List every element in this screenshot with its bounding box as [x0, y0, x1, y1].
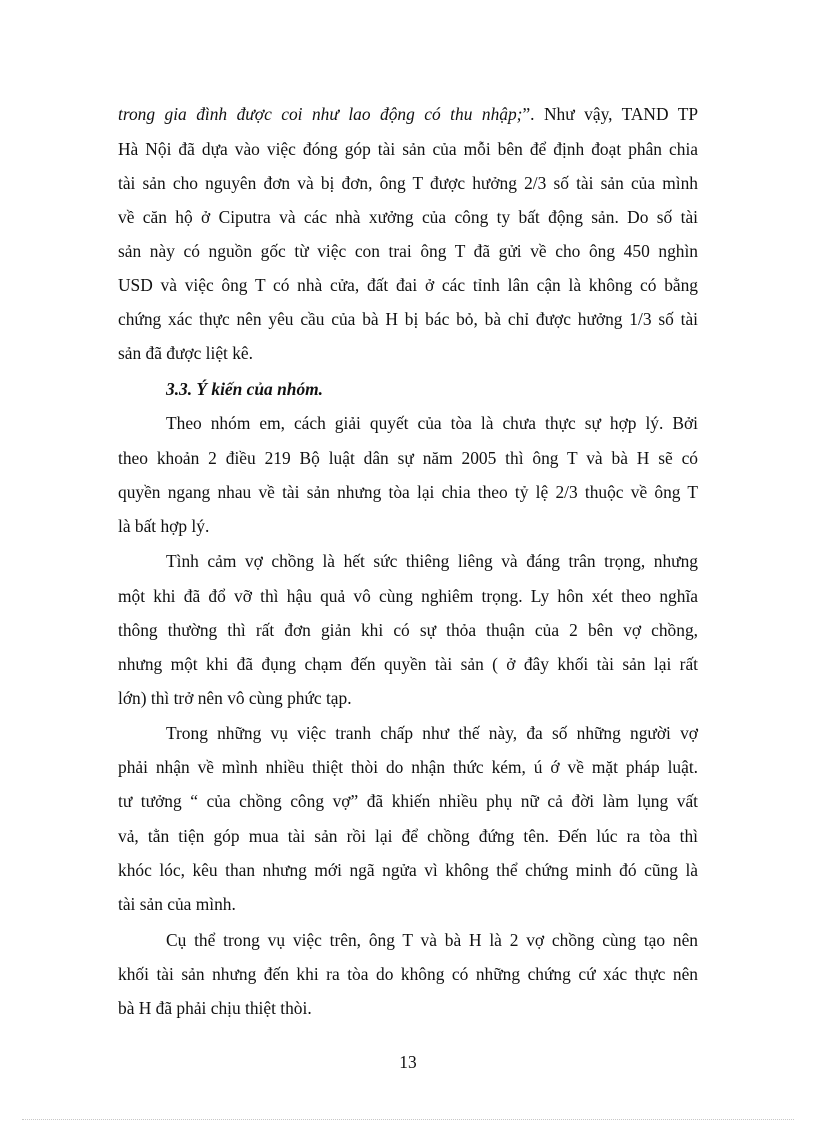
paragraph-4-line-4: vả, tằn tiện góp mua tài sản rồi lại để chồng đứng tên. Đến lúc ra tòa thì [118, 826, 698, 846]
paragraph-5-line-1: Cụ thể trong vụ việc trên, ông T và bà H là 2 vợ chồng cùng tạo nên [166, 930, 698, 950]
paragraph-1-line-7: chứng xác thực nên yêu cầu của bà H bị bác bỏ, bà chỉ được hưởng 1/3 số tài [118, 309, 698, 329]
paragraph-1-line-1 [118, 104, 698, 124]
paragraph-3-line-3: thông thường thì rất đơn giản khi có sự thỏa thuận của 2 bên vợ chồng, [118, 620, 698, 640]
paragraph-5-line-3: bà H đã phải chịu thiệt thòi. [118, 998, 312, 1018]
paragraph-1-line-6: USD và việc ông T có nhà cửa, đất đai ở các tỉnh lân cận là không có bằng [118, 275, 698, 295]
paragraph-3-line-5: lớn) thì trở nên vô cùng phức tạp. [118, 688, 352, 708]
paragraph-3-line-4: nhưng một khi đã đụng chạm đến quyền tài sản ( ở đây khối tài sản lại rất [118, 654, 698, 674]
paragraph-1-line-2: Hà Nội đã dựa vào việc đóng góp tài sản của mỗi bên để định đoạt phân chia [118, 139, 698, 159]
page-number: 13 [399, 1052, 417, 1072]
line-rest: ”. Như vậy, TAND TP [522, 104, 698, 124]
page-bottom-divider [22, 1119, 794, 1120]
paragraph-3-line-2: một khi đã đổ vỡ thì hậu quả vô cùng nghiêm trọng. Ly hôn xét theo nghĩa [118, 586, 698, 606]
paragraph-4-line-1: Trong những vụ việc tranh chấp như thế này, đa số những người vợ [166, 723, 698, 743]
paragraph-2-line-3: quyền ngang nhau về tài sản nhưng tòa lại chia theo tỷ lệ 2/3 thuộc về ông T [118, 482, 698, 502]
paragraph-1-line-4: về căn hộ ở Ciputra và các nhà xưởng của công ty bất động sản. Do số tài [118, 207, 698, 227]
paragraph-4-line-2: phải nhận về mình nhiều thiệt thòi do nhận thức kém, ú ớ về mặt pháp luật. [118, 757, 698, 777]
italic-quote: trong gia đình được coi như lao động có thu nhập; [118, 104, 523, 124]
paragraph-4-line-6: tài sản của mình. [118, 894, 236, 914]
paragraph-4-line-5: khóc lóc, kêu than nhưng mới ngã ngửa vì không thể chứng minh đó cũng là [118, 860, 698, 880]
paragraph-5-line-2: khối tài sản nhưng đến khi ra tòa do không có những chứng cứ xác thực nên [118, 964, 698, 984]
paragraph-1-line-5: sản này có nguồn gốc từ việc con trai ông T đã gửi về cho ông 450 nghìn [118, 241, 698, 261]
paragraph-1-line-8: sản đã được liệt kê. [118, 343, 253, 363]
paragraph-2-line-1: Theo nhóm em, cách giải quyết của tòa là chưa thực sự hợp lý. Bởi [166, 413, 698, 433]
paragraph-1-line-3: tài sản cho nguyên đơn và bị đơn, ông T được hưởng 2/3 số tài sản của mình [118, 173, 698, 193]
section-heading: 3.3. Ý kiến của nhóm. [166, 379, 324, 399]
paragraph-4-line-3: tư tưởng “ của chồng công vợ” đã khiến nhiều phụ nữ cả đời làm lụng vất [118, 791, 698, 811]
paragraph-3-line-1: Tình cảm vợ chồng là hết sức thiêng liêng và đáng trân trọng, nhưng [166, 551, 698, 571]
paragraph-2-line-2: theo khoản 2 điều 219 Bộ luật dân sự năm 2005 thì ông T và bà H sẽ có [118, 448, 698, 468]
paragraph-2-line-4: là bất hợp lý. [118, 516, 210, 536]
